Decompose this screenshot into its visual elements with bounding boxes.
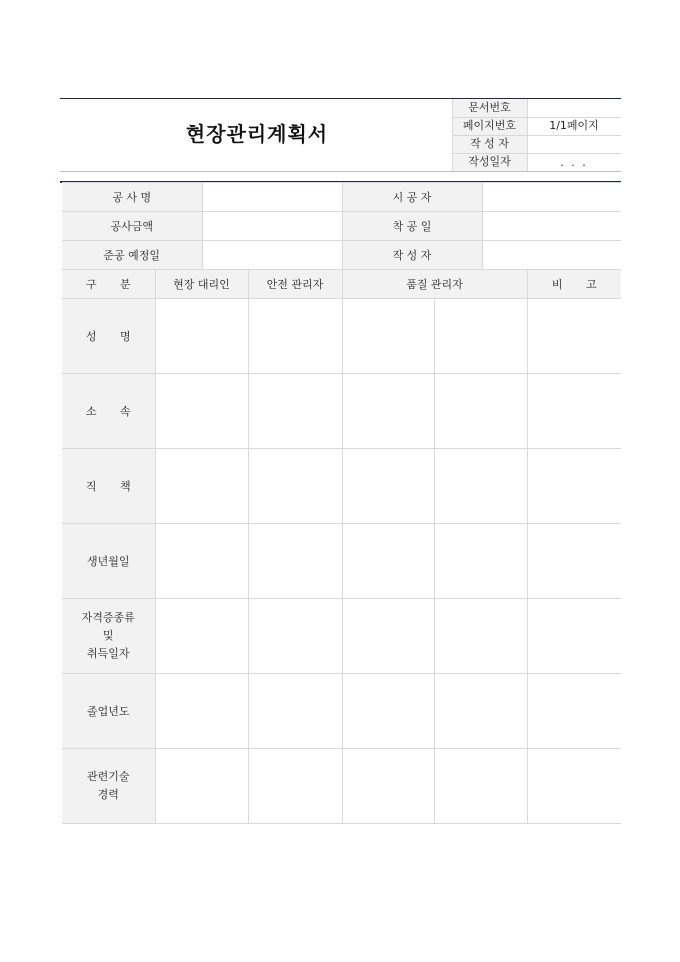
cell-quality-manager-affiliation-2[interactable] [434,374,527,449]
cell-site-agent-position[interactable] [155,449,248,524]
project-label-amount: 공사금액 [62,212,202,241]
cell-site-agent-birthdate[interactable] [155,524,248,599]
cell-remarks-experience[interactable] [527,749,621,824]
row-label-experience-line1: 관련기술 [86,770,130,783]
row-label-certificate-line1: 자격증종류 [81,611,135,624]
cell-quality-manager-experience-1[interactable] [342,749,434,824]
table-row [62,599,621,674]
project-value-start-date[interactable] [482,212,621,241]
header-remarks: 비 고 [527,270,621,299]
header-bottom-rule [60,171,621,172]
cell-safety-manager-birthdate[interactable] [248,524,342,599]
personnel-table [62,269,621,824]
cell-safety-manager-affiliation[interactable] [248,374,342,449]
project-label-name: 공 사 명 [62,183,202,212]
cell-safety-manager-experience[interactable] [248,749,342,824]
cell-remarks-certificate[interactable] [527,599,621,674]
table-row [62,524,621,599]
table-row [62,749,621,824]
project-value-name[interactable] [202,183,342,212]
project-value-contractor[interactable] [482,183,621,212]
cell-quality-manager-experience-2[interactable] [434,749,527,824]
cell-remarks-position[interactable] [527,449,621,524]
top-rule [60,98,621,99]
cell-remarks-affiliation[interactable] [527,374,621,449]
project-label-author: 작 성 자 [342,241,482,270]
meta-label-doc-number: 문서번호 [468,101,511,114]
cell-quality-manager-affiliation-1[interactable] [342,374,434,449]
cell-safety-manager-name[interactable] [248,299,342,374]
cell-safety-manager-position[interactable] [248,449,342,524]
row-label-certificate-line2: 및 [102,629,114,642]
row-label-name: 성 명 [62,299,155,374]
project-info-table [62,182,621,270]
cell-quality-manager-certificate-1[interactable] [342,599,434,674]
cell-remarks-graduation-year[interactable] [527,674,621,749]
cell-safety-manager-certificate[interactable] [248,599,342,674]
meta-value-date: . . . [560,156,588,169]
cell-site-agent-graduation-year[interactable] [155,674,248,749]
cell-quality-manager-birthdate-2[interactable] [434,524,527,599]
row-label-graduation-year: 졸업년도 [62,674,155,749]
header-quality-manager: 품질 관리자 [342,270,527,299]
table-row [62,299,621,374]
cell-site-agent-name[interactable] [155,299,248,374]
meta-label-date: 작성일자 [468,155,511,168]
row-label-certificate-line3: 취득일자 [86,647,130,660]
project-label-contractor: 시 공 자 [342,183,482,212]
cell-quality-manager-name-2[interactable] [434,299,527,374]
cell-remarks-birthdate[interactable] [527,524,621,599]
cell-quality-manager-position-1[interactable] [342,449,434,524]
project-value-author[interactable] [482,241,621,270]
cell-quality-manager-birthdate-1[interactable] [342,524,434,599]
row-label-position: 직 책 [62,449,155,524]
header-safety-manager: 안전 관리자 [248,270,342,299]
row-label-experience [62,749,155,824]
cell-quality-manager-certificate-2[interactable] [434,599,527,674]
project-label-start-date: 착 공 일 [342,212,482,241]
project-label-completion-date: 준공 예정일 [62,241,202,270]
table-row [62,449,621,524]
meta-label-page-number: 페이지번호 [462,119,517,132]
cell-site-agent-affiliation[interactable] [155,374,248,449]
cell-quality-manager-graduation-year-1[interactable] [342,674,434,749]
row-label-certificate [62,599,155,674]
cell-safety-manager-graduation-year[interactable] [248,674,342,749]
cell-site-agent-experience[interactable] [155,749,248,824]
header-site-agent: 현장 대리인 [155,270,248,299]
cell-quality-manager-position-2[interactable] [434,449,527,524]
cell-site-agent-certificate[interactable] [155,599,248,674]
table-row [62,674,621,749]
row-label-experience-line2: 경력 [97,788,119,801]
row-label-affiliation: 소 속 [62,374,155,449]
cell-remarks-name[interactable] [527,299,621,374]
project-value-completion-date[interactable] [202,241,342,270]
table-row [62,374,621,449]
meta-label-author: 작 성 자 [470,137,509,150]
meta-value-page-number: 1/1페이지 [549,119,599,132]
page-title: 현장관리계획서 [185,122,329,146]
row-label-birthdate: 생년월일 [62,524,155,599]
header-category: 구 분 [62,270,155,299]
cell-quality-manager-graduation-year-2[interactable] [434,674,527,749]
project-value-amount[interactable] [202,212,342,241]
cell-quality-manager-name-1[interactable] [342,299,434,374]
